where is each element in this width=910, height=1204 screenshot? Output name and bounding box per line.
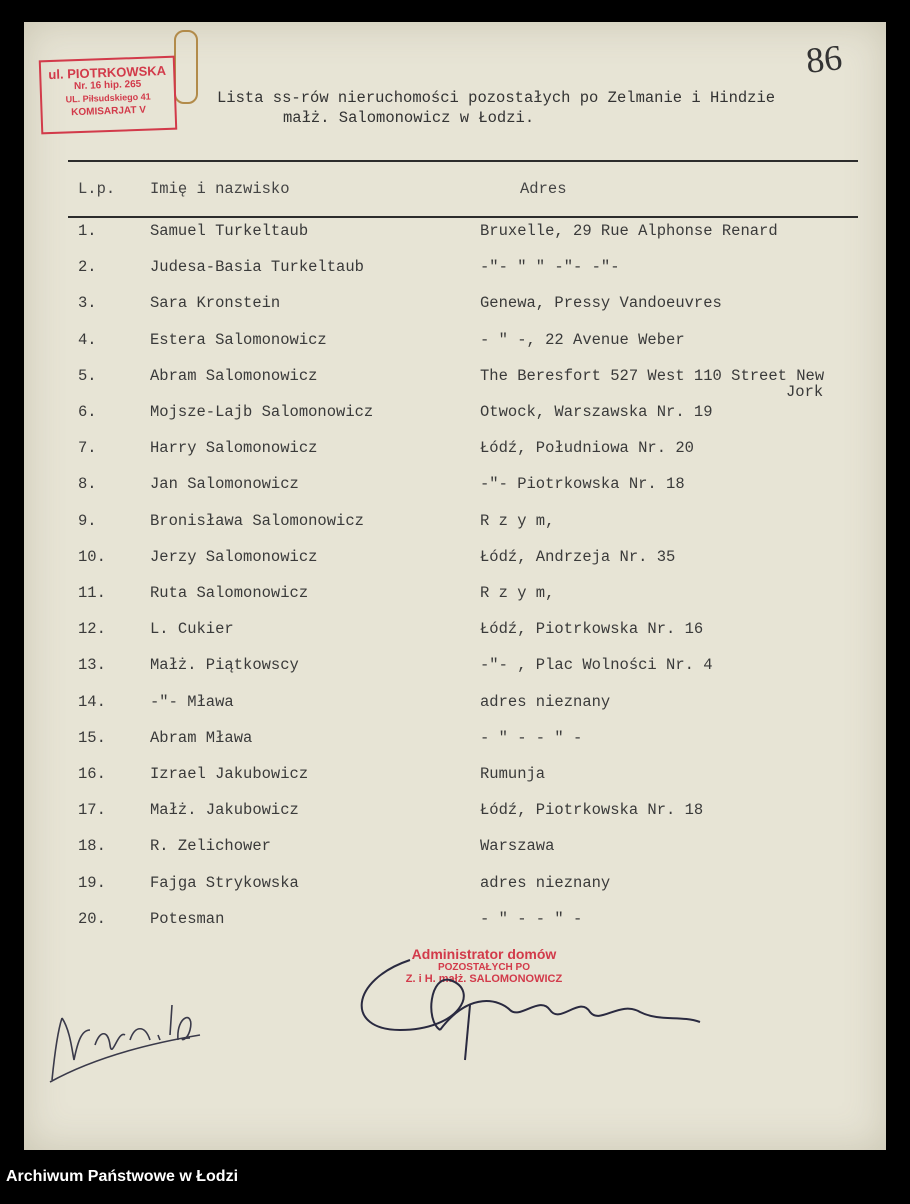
handwritten-note-drawing	[50, 1005, 200, 1082]
row-address: Rumunja	[480, 765, 546, 783]
row-name: Sara Kronstein	[150, 294, 281, 313]
stamp-line-2: Nr. 16 hip. 265	[73, 78, 142, 93]
header-lp: L.p.	[78, 180, 116, 198]
admin-stamp-line-2: POZOSTAŁYCH PO	[437, 962, 531, 973]
row-name: Małż. Jakubowicz	[150, 801, 299, 820]
row-number: 13.	[78, 656, 106, 675]
header-name: Imię i nazwisko	[150, 180, 290, 198]
row-number: 11.	[78, 584, 106, 602]
row-address: Warszawa	[480, 837, 555, 856]
row-address: Otwock, Warszawska Nr. 19	[480, 403, 713, 421]
row-address: Genewa, Pressy Vandoeuvres	[480, 294, 722, 313]
row-address-continuation: Jork	[786, 382, 824, 401]
row-number: 14.	[78, 692, 106, 711]
row-number: 7.	[78, 439, 97, 458]
row-number: 2.	[78, 258, 97, 277]
stamp-line-3: UL. Piłsudskiego 41	[65, 91, 151, 105]
row-address: Łódź, Piotrkowska Nr. 18	[480, 801, 704, 820]
row-number: 3.	[78, 294, 97, 313]
row-address: - " -, 22 Avenue Weber	[480, 330, 685, 349]
row-number: 16.	[78, 765, 106, 783]
row-address: -"- , Plac Wolności Nr. 4	[480, 656, 713, 675]
row-address: adres nieznany	[480, 692, 611, 711]
row-name: Fajga Strykowska	[150, 873, 299, 892]
header-address: Adres	[520, 180, 567, 198]
row-address: Łódź, Andrzeja Nr. 35	[480, 547, 676, 566]
row-number: 12.	[78, 620, 106, 639]
row-address: - " - - " -	[480, 728, 583, 747]
row-name: Bronisława Salomonowicz	[150, 511, 364, 530]
row-name: -"- Mława	[150, 692, 234, 711]
row-number: 4.	[78, 330, 97, 349]
row-name: R. Zelichower	[150, 837, 271, 856]
row-name: Potesman	[150, 909, 225, 928]
row-address: Łódź, Południowa Nr. 20	[480, 439, 694, 458]
row-address: Bruxelle, 29 Rue Alphonse Renard	[480, 222, 778, 240]
row-name: Judesa-Basia Turkeltaub	[150, 258, 364, 277]
row-address: Łódź, Piotrkowska Nr. 16	[480, 620, 704, 639]
row-number: 10.	[78, 547, 106, 566]
row-name: Samuel Turkeltaub	[150, 222, 309, 240]
row-name: Abram Mława	[150, 728, 253, 747]
title-line-1: Lista ss-rów nieruchomości pozostałych po Zelmanie i Hindzie	[217, 89, 776, 107]
row-name: L. Cukier	[150, 620, 234, 639]
row-name: Estera Salomonowicz	[150, 330, 327, 349]
row-name: Jerzy Salomonowicz	[150, 547, 318, 566]
row-name: Izrael Jakubowicz	[150, 765, 309, 783]
admin-stamp-line-1: Administrator domów	[411, 946, 557, 962]
row-address: adres nieznany	[480, 873, 611, 892]
row-number: 6.	[78, 403, 97, 421]
row-address: R z y m,	[480, 584, 555, 602]
row-name: Harry Salomonowicz	[150, 439, 318, 458]
page-number: 86	[804, 37, 844, 81]
row-address: - " - - " -	[480, 909, 583, 928]
row-name: Abram Salomonowicz	[150, 366, 318, 385]
row-number: 9.	[78, 511, 97, 530]
row-number: 18.	[78, 837, 106, 856]
archive-name: Archiwum Państwowe w Łodzi	[6, 1168, 239, 1185]
row-address: The Beresfort 527 West 110 Street New	[480, 366, 825, 385]
row-name: Ruta Salomonowicz	[150, 584, 309, 602]
row-number: 17.	[78, 801, 106, 820]
row-address: -"- " " -"- -"-	[480, 258, 620, 277]
title-line-2: małż. Salomonowicz w Łodzi.	[283, 109, 535, 127]
stamp-line-4: KOMISARJAT V	[70, 104, 147, 119]
row-number: 19.	[78, 873, 106, 892]
row-address: R z y m,	[480, 511, 555, 530]
stamp-line-1: ul. PIOTRKOWSKA	[48, 62, 167, 83]
row-number: 1.	[78, 222, 97, 240]
row-number: 8.	[78, 475, 97, 494]
administrator-signature	[362, 960, 700, 1060]
row-name: Małż. Piątkowscy	[150, 656, 299, 675]
row-number: 15.	[78, 728, 106, 747]
row-number: 20.	[78, 909, 106, 928]
row-name: Jan Salomonowicz	[150, 475, 299, 494]
row-address: -"- Piotrkowska Nr. 18	[480, 475, 685, 494]
admin-stamp-line-3: Z. i H. małż. SALOMONOWICZ	[405, 973, 563, 985]
row-number: 5.	[78, 366, 97, 385]
row-name: Mojsze-Lajb Salomonowicz	[150, 403, 374, 421]
